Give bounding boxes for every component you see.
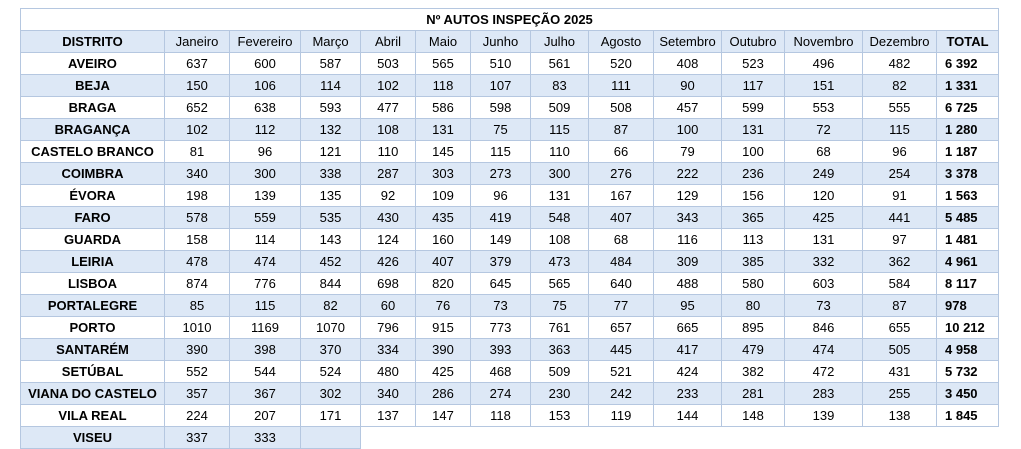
total-cell: 1 280 (937, 119, 999, 141)
total-cell: 4 958 (937, 339, 999, 361)
month-cell: 60 (361, 295, 416, 317)
month-cell: 393 (471, 339, 531, 361)
district-cell: SANTARÉM (21, 339, 165, 361)
month-cell: 598 (471, 97, 531, 119)
column-header: Setembro (654, 31, 722, 53)
table-row (21, 229, 999, 251)
month-cell: 106 (230, 75, 301, 97)
month-cell: 761 (531, 317, 589, 339)
total-cell: 4 961 (937, 251, 999, 273)
month-cell: 255 (863, 383, 937, 405)
total-cell: 5 485 (937, 207, 999, 229)
month-cell: 167 (589, 185, 654, 207)
empty-cell (722, 427, 785, 449)
month-cell: 544 (230, 361, 301, 383)
month-cell: 118 (416, 75, 471, 97)
month-cell: 82 (863, 75, 937, 97)
district-cell: FARO (21, 207, 165, 229)
month-cell: 796 (361, 317, 416, 339)
district-cell: SETÚBAL (21, 361, 165, 383)
month-cell: 129 (654, 185, 722, 207)
month-cell: 68 (785, 141, 863, 163)
month-cell: 147 (416, 405, 471, 427)
table-row (21, 273, 999, 295)
month-cell: 135 (301, 185, 361, 207)
table-row (21, 141, 999, 163)
month-cell: 109 (416, 185, 471, 207)
month-cell: 276 (589, 163, 654, 185)
month-cell: 441 (863, 207, 937, 229)
month-cell: 600 (230, 53, 301, 75)
month-cell: 302 (301, 383, 361, 405)
month-cell: 488 (654, 273, 722, 295)
month-cell: 338 (301, 163, 361, 185)
district-cell: ÉVORA (21, 185, 165, 207)
header-row (21, 31, 999, 53)
month-cell: 431 (863, 361, 937, 383)
column-header: Julho (531, 31, 589, 53)
month-cell: 895 (722, 317, 785, 339)
month-cell: 249 (785, 163, 863, 185)
district-cell: VILA REAL (21, 405, 165, 427)
month-cell: 76 (416, 295, 471, 317)
total-cell: 1 481 (937, 229, 999, 251)
table-row (21, 361, 999, 383)
month-cell: 95 (654, 295, 722, 317)
total-cell: 8 117 (937, 273, 999, 295)
month-cell: 565 (416, 53, 471, 75)
month-cell: 584 (863, 273, 937, 295)
month-cell: 593 (301, 97, 361, 119)
month-cell: 332 (785, 251, 863, 273)
month-cell: 77 (589, 295, 654, 317)
month-cell: 474 (785, 339, 863, 361)
month-cell: 340 (165, 163, 230, 185)
district-cell: LISBOA (21, 273, 165, 295)
column-header: Junho (471, 31, 531, 53)
month-cell: 587 (301, 53, 361, 75)
month-cell: 559 (230, 207, 301, 229)
month-cell: 66 (589, 141, 654, 163)
district-cell: VIANA DO CASTELO (21, 383, 165, 405)
month-cell: 552 (165, 361, 230, 383)
month-cell: 477 (361, 97, 416, 119)
month-cell: 480 (361, 361, 416, 383)
month-cell: 286 (416, 383, 471, 405)
district-cell: BRAGA (21, 97, 165, 119)
month-cell: 131 (416, 119, 471, 141)
month-cell: 370 (301, 339, 361, 361)
month-cell: 638 (230, 97, 301, 119)
column-header: Maio (416, 31, 471, 53)
month-cell: 773 (471, 317, 531, 339)
month-cell: 1070 (301, 317, 361, 339)
month-cell: 111 (589, 75, 654, 97)
month-cell: 124 (361, 229, 416, 251)
month-cell: 652 (165, 97, 230, 119)
month-cell: 419 (471, 207, 531, 229)
month-cell: 110 (361, 141, 416, 163)
month-cell: 73 (471, 295, 531, 317)
month-cell: 242 (589, 383, 654, 405)
district-cell: CASTELO BRANCO (21, 141, 165, 163)
month-cell: 309 (654, 251, 722, 273)
month-cell: 118 (471, 405, 531, 427)
total-cell: 3 450 (937, 383, 999, 405)
month-cell: 580 (722, 273, 785, 295)
month-cell: 107 (471, 75, 531, 97)
month-cell: 108 (531, 229, 589, 251)
month-cell: 273 (471, 163, 531, 185)
table-row (21, 97, 999, 119)
month-cell: 535 (301, 207, 361, 229)
month-cell: 131 (785, 229, 863, 251)
month-cell: 281 (722, 383, 785, 405)
month-cell: 100 (654, 119, 722, 141)
total-cell: 5 732 (937, 361, 999, 383)
total-cell: 1 331 (937, 75, 999, 97)
table-row (21, 383, 999, 405)
month-cell: 233 (654, 383, 722, 405)
month-cell: 915 (416, 317, 471, 339)
month-cell: 333 (230, 427, 301, 449)
month-cell: 137 (361, 405, 416, 427)
month-cell: 473 (531, 251, 589, 273)
month-cell: 382 (722, 361, 785, 383)
month-cell: 357 (165, 383, 230, 405)
table-row (21, 163, 999, 185)
column-header: Janeiro (165, 31, 230, 53)
empty-cell (937, 427, 999, 449)
empty-cell (654, 427, 722, 449)
month-cell: 224 (165, 405, 230, 427)
title-row (21, 9, 999, 31)
month-cell: 75 (531, 295, 589, 317)
month-cell: 645 (471, 273, 531, 295)
month-cell: 482 (863, 53, 937, 75)
month-cell: 578 (165, 207, 230, 229)
table-title: Nº AUTOS INSPEÇÃO 2025 (21, 9, 999, 31)
month-cell: 222 (654, 163, 722, 185)
month-cell: 119 (589, 405, 654, 427)
month-cell: 472 (785, 361, 863, 383)
month-cell: 417 (654, 339, 722, 361)
month-cell: 479 (722, 339, 785, 361)
month-cell: 508 (589, 97, 654, 119)
month-cell: 158 (165, 229, 230, 251)
district-cell: BRAGANÇA (21, 119, 165, 141)
month-cell: 390 (165, 339, 230, 361)
month-cell: 115 (531, 119, 589, 141)
month-cell: 474 (230, 251, 301, 273)
month-cell: 100 (722, 141, 785, 163)
month-cell: 408 (654, 53, 722, 75)
column-header: Agosto (589, 31, 654, 53)
month-cell: 80 (722, 295, 785, 317)
month-cell: 171 (301, 405, 361, 427)
month-cell: 363 (531, 339, 589, 361)
table-row (21, 75, 999, 97)
month-cell: 874 (165, 273, 230, 295)
month-cell: 846 (785, 317, 863, 339)
month-cell: 365 (722, 207, 785, 229)
month-cell: 207 (230, 405, 301, 427)
month-cell: 102 (165, 119, 230, 141)
month-cell: 599 (722, 97, 785, 119)
month-cell: 555 (863, 97, 937, 119)
month-cell: 115 (230, 295, 301, 317)
month-cell: 287 (361, 163, 416, 185)
column-header: Outubro (722, 31, 785, 53)
month-cell: 603 (785, 273, 863, 295)
month-cell: 776 (230, 273, 301, 295)
month-cell: 117 (722, 75, 785, 97)
total-cell: 978 (937, 295, 999, 317)
month-cell: 496 (785, 53, 863, 75)
month-cell: 149 (471, 229, 531, 251)
month-cell: 121 (301, 141, 361, 163)
month-cell: 637 (165, 53, 230, 75)
district-cell: BEJA (21, 75, 165, 97)
month-cell: 145 (416, 141, 471, 163)
district-cell: PORTO (21, 317, 165, 339)
total-cell: 1 187 (937, 141, 999, 163)
month-cell: 114 (301, 75, 361, 97)
month-cell: 72 (785, 119, 863, 141)
month-cell: 548 (531, 207, 589, 229)
month-cell: 150 (165, 75, 230, 97)
empty-cell (471, 427, 531, 449)
inspection-table (20, 8, 999, 449)
month-cell: 698 (361, 273, 416, 295)
month-cell: 96 (230, 141, 301, 163)
month-cell: 83 (531, 75, 589, 97)
month-cell: 424 (654, 361, 722, 383)
month-cell: 120 (785, 185, 863, 207)
month-cell: 138 (863, 405, 937, 427)
month-cell: 113 (722, 229, 785, 251)
month-cell: 85 (165, 295, 230, 317)
empty-cell (589, 427, 654, 449)
month-cell: 553 (785, 97, 863, 119)
month-cell: 300 (230, 163, 301, 185)
month-cell: 110 (531, 141, 589, 163)
table-row (21, 53, 999, 75)
month-cell: 407 (589, 207, 654, 229)
table-row (21, 295, 999, 317)
month-cell: 407 (416, 251, 471, 273)
month-cell: 115 (863, 119, 937, 141)
month-cell: 640 (589, 273, 654, 295)
month-cell: 139 (230, 185, 301, 207)
month-cell: 283 (785, 383, 863, 405)
column-header: Fevereiro (230, 31, 301, 53)
table-row (21, 339, 999, 361)
month-cell: 81 (165, 141, 230, 163)
month-cell: 73 (785, 295, 863, 317)
month-cell: 108 (361, 119, 416, 141)
district-cell: AVEIRO (21, 53, 165, 75)
month-cell: 503 (361, 53, 416, 75)
month-cell: 457 (654, 97, 722, 119)
month-cell: 131 (722, 119, 785, 141)
table-row (21, 119, 999, 141)
month-cell: 379 (471, 251, 531, 273)
month-cell: 655 (863, 317, 937, 339)
month-cell: 300 (531, 163, 589, 185)
month-cell: 510 (471, 53, 531, 75)
month-cell (301, 427, 361, 449)
column-header: TOTAL (937, 31, 999, 53)
month-cell: 148 (722, 405, 785, 427)
empty-cell (416, 427, 471, 449)
month-cell: 92 (361, 185, 416, 207)
total-cell: 6 725 (937, 97, 999, 119)
month-cell: 90 (654, 75, 722, 97)
month-cell: 337 (165, 427, 230, 449)
district-cell: VISEU (21, 427, 165, 449)
month-cell: 230 (531, 383, 589, 405)
month-cell: 156 (722, 185, 785, 207)
month-cell: 114 (230, 229, 301, 251)
column-header: Novembro (785, 31, 863, 53)
month-cell: 116 (654, 229, 722, 251)
month-cell: 236 (722, 163, 785, 185)
table-row (21, 427, 999, 449)
month-cell: 75 (471, 119, 531, 141)
empty-cell (361, 427, 416, 449)
month-cell: 565 (531, 273, 589, 295)
month-cell: 97 (863, 229, 937, 251)
month-cell: 87 (863, 295, 937, 317)
month-cell: 665 (654, 317, 722, 339)
month-cell: 435 (416, 207, 471, 229)
month-cell: 102 (361, 75, 416, 97)
month-cell: 160 (416, 229, 471, 251)
month-cell: 367 (230, 383, 301, 405)
month-cell: 79 (654, 141, 722, 163)
month-cell: 390 (416, 339, 471, 361)
district-cell: GUARDA (21, 229, 165, 251)
month-cell: 509 (531, 361, 589, 383)
month-cell: 68 (589, 229, 654, 251)
empty-cell (863, 427, 937, 449)
month-cell: 523 (722, 53, 785, 75)
month-cell: 657 (589, 317, 654, 339)
month-cell: 425 (785, 207, 863, 229)
total-cell: 1 845 (937, 405, 999, 427)
month-cell: 521 (589, 361, 654, 383)
month-cell: 151 (785, 75, 863, 97)
table-row (21, 251, 999, 273)
month-cell: 398 (230, 339, 301, 361)
month-cell: 478 (165, 251, 230, 273)
month-cell: 82 (301, 295, 361, 317)
column-header: DISTRITO (21, 31, 165, 53)
month-cell: 87 (589, 119, 654, 141)
column-header: Dezembro (863, 31, 937, 53)
month-cell: 484 (589, 251, 654, 273)
month-cell: 844 (301, 273, 361, 295)
table-row (21, 207, 999, 229)
month-cell: 1010 (165, 317, 230, 339)
month-cell: 274 (471, 383, 531, 405)
month-cell: 468 (471, 361, 531, 383)
month-cell: 362 (863, 251, 937, 273)
month-cell: 153 (531, 405, 589, 427)
month-cell: 343 (654, 207, 722, 229)
table-row (21, 405, 999, 427)
month-cell: 112 (230, 119, 301, 141)
month-cell: 524 (301, 361, 361, 383)
total-cell: 6 392 (937, 53, 999, 75)
district-cell: PORTALEGRE (21, 295, 165, 317)
month-cell: 115 (471, 141, 531, 163)
column-header: Abril (361, 31, 416, 53)
month-cell: 452 (301, 251, 361, 273)
month-cell: 334 (361, 339, 416, 361)
column-header: Março (301, 31, 361, 53)
total-cell: 3 378 (937, 163, 999, 185)
month-cell: 139 (785, 405, 863, 427)
month-cell: 340 (361, 383, 416, 405)
month-cell: 385 (722, 251, 785, 273)
district-cell: COIMBRA (21, 163, 165, 185)
month-cell: 303 (416, 163, 471, 185)
month-cell: 144 (654, 405, 722, 427)
month-cell: 198 (165, 185, 230, 207)
table-row (21, 185, 999, 207)
table-row (21, 317, 999, 339)
month-cell: 509 (531, 97, 589, 119)
month-cell: 91 (863, 185, 937, 207)
empty-cell (531, 427, 589, 449)
month-cell: 561 (531, 53, 589, 75)
month-cell: 254 (863, 163, 937, 185)
month-cell: 96 (471, 185, 531, 207)
month-cell: 586 (416, 97, 471, 119)
month-cell: 132 (301, 119, 361, 141)
month-cell: 143 (301, 229, 361, 251)
district-cell: LEIRIA (21, 251, 165, 273)
month-cell: 445 (589, 339, 654, 361)
month-cell: 430 (361, 207, 416, 229)
total-cell: 10 212 (937, 317, 999, 339)
month-cell: 96 (863, 141, 937, 163)
empty-cell (785, 427, 863, 449)
month-cell: 820 (416, 273, 471, 295)
month-cell: 505 (863, 339, 937, 361)
total-cell: 1 563 (937, 185, 999, 207)
month-cell: 1169 (230, 317, 301, 339)
month-cell: 426 (361, 251, 416, 273)
month-cell: 425 (416, 361, 471, 383)
month-cell: 131 (531, 185, 589, 207)
month-cell: 520 (589, 53, 654, 75)
